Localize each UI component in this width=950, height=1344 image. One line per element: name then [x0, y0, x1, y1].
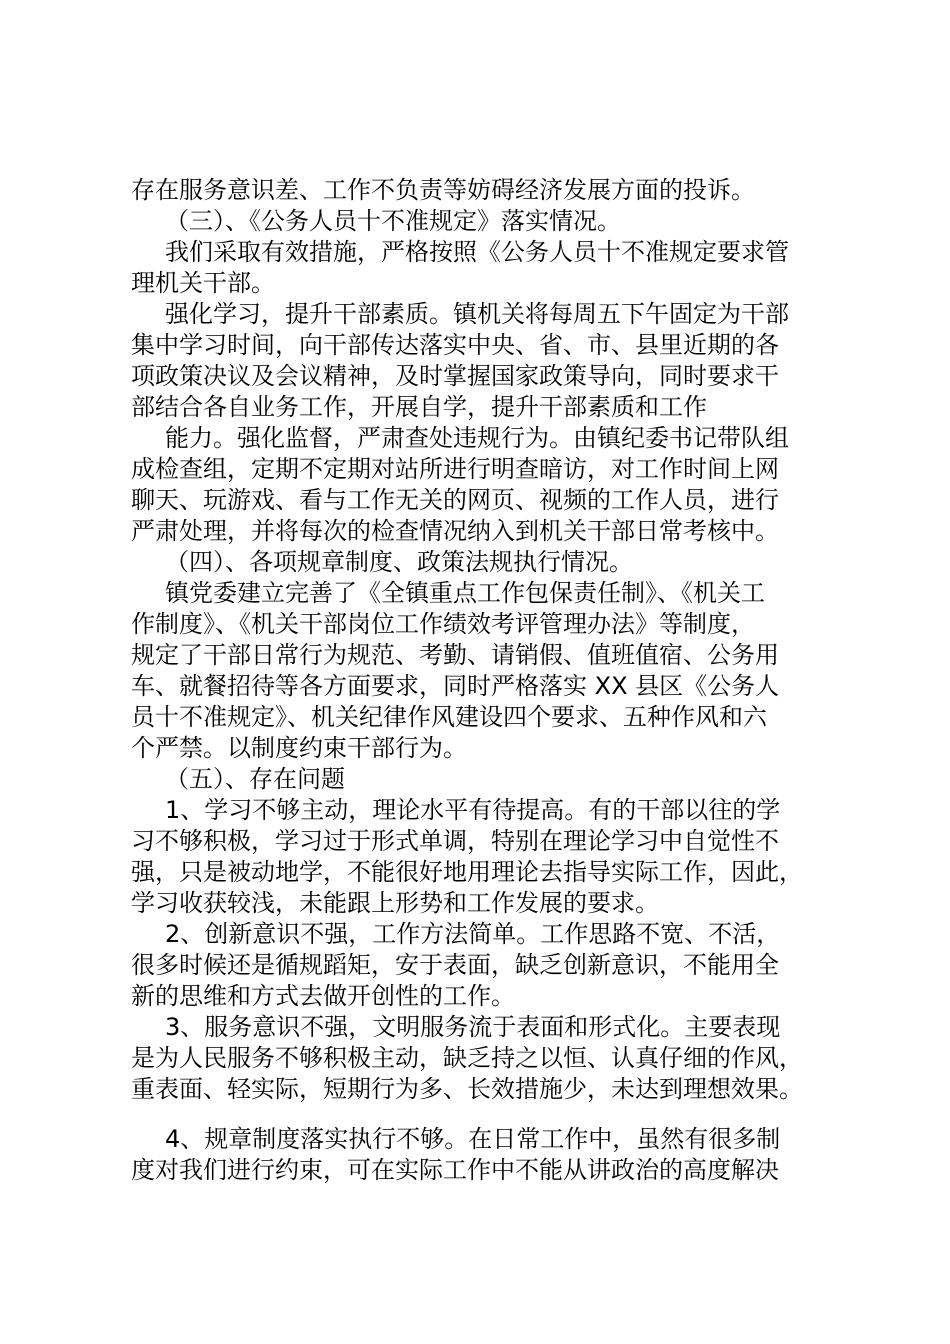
section-heading: （五）、存在问题 [165, 765, 345, 793]
text-line: 学习收获较浅，未能跟上形势和工作发展的要求。 [131, 889, 659, 917]
text-line: 规定了干部日常行为规范、考勤、请销假、值班值宿、公务用 [131, 641, 779, 669]
text-line: 强化学习，提升干部素质。镇机关将每周五下午固定为干部 [165, 300, 789, 328]
text-line: 作制度》、《机关干部岗位工作绩效考评管理办法》等制度， [131, 610, 755, 638]
text-line: 重表面、轻实际，短期行为多、长效措施少，未达到理想效果。 [131, 1075, 803, 1103]
text-line: 个严禁。以制度约束干部行为。 [131, 734, 467, 762]
section-heading: （三）、《公务人员十不准规定》落实情况。 [165, 207, 621, 235]
text-line: 车、就餐招待等各方面要求，同时严格落实 XX 县区《公务人 [131, 672, 780, 700]
text-line: 严肃处理，并将每次的检查情况纳入到机关干部日常考核中。 [131, 517, 779, 545]
text-line: 1、学习不够主动，理论水平有待提高。有的干部以往的学 [165, 796, 781, 824]
text-line: 4、规章制度落实执行不够。在日常工作中，虽然有很多制 [165, 1125, 781, 1153]
text-line: 聊天、玩游戏、看与工作无关的网页、视频的工作人员，进行 [131, 486, 779, 514]
text-line: 新的思维和方式去做开创性的工作。 [131, 982, 515, 1010]
text-line: 能力。强化监督，严肃查处违规行为。由镇纪委书记带队组 [165, 424, 789, 452]
text-line: 很多时候还是循规蹈矩，安于表面，缺乏创新意识，不能用全 [131, 951, 779, 979]
text-line: 成检查组，定期不定期对站所进行明查暗访，对工作时间上网 [131, 455, 779, 483]
section-heading: （四）、各项规章制度、政策法规执行情况。 [165, 548, 633, 576]
text-line: 理机关干部。 [131, 269, 275, 297]
text-line: 我们采取有效措施，严格按照《公务人员十不准规定要求管 [165, 238, 789, 266]
text-line: 部结合各自业务工作，开展自学，提升干部素质和工作 [131, 393, 707, 421]
text-line: 是为人民服务不够积极主动，缺乏持之以恒、认真仔细的作风， [131, 1044, 803, 1072]
text-line: 员十不准规定》、机关纪律作风建设四个要求、五种作风和六 [131, 703, 767, 731]
text-line: 项政策决议及会议精神，及时掌握国家政策导向，同时要求干 [131, 362, 779, 390]
text-line: 3、服务意识不强，文明服务流于表面和形式化。主要表现 [165, 1013, 781, 1041]
text-line: 习不够积极，学习过于形式单调，特别在理论学习中自觉性不 [131, 827, 779, 855]
text-line: 集中学习时间，向干部传达落实中央、省、市、县里近期的各 [131, 331, 779, 359]
text-line: 强，只是被动地学，不能很好地用理论去指导实际工作，因此， [131, 858, 803, 886]
text-line: 镇党委建立完善了《全镇重点工作包保责任制》、《机关工 [165, 579, 765, 607]
text-line: 存在服务意识差、工作不负责等妨碍经济发展方面的投诉。 [131, 176, 755, 204]
text-line: 度对我们进行约束，可在实际工作中不能从讲政治的高度解决 [131, 1156, 779, 1184]
text-line: 2、创新意识不强，工作方法简单。工作思路不宽、不活， [165, 920, 781, 948]
